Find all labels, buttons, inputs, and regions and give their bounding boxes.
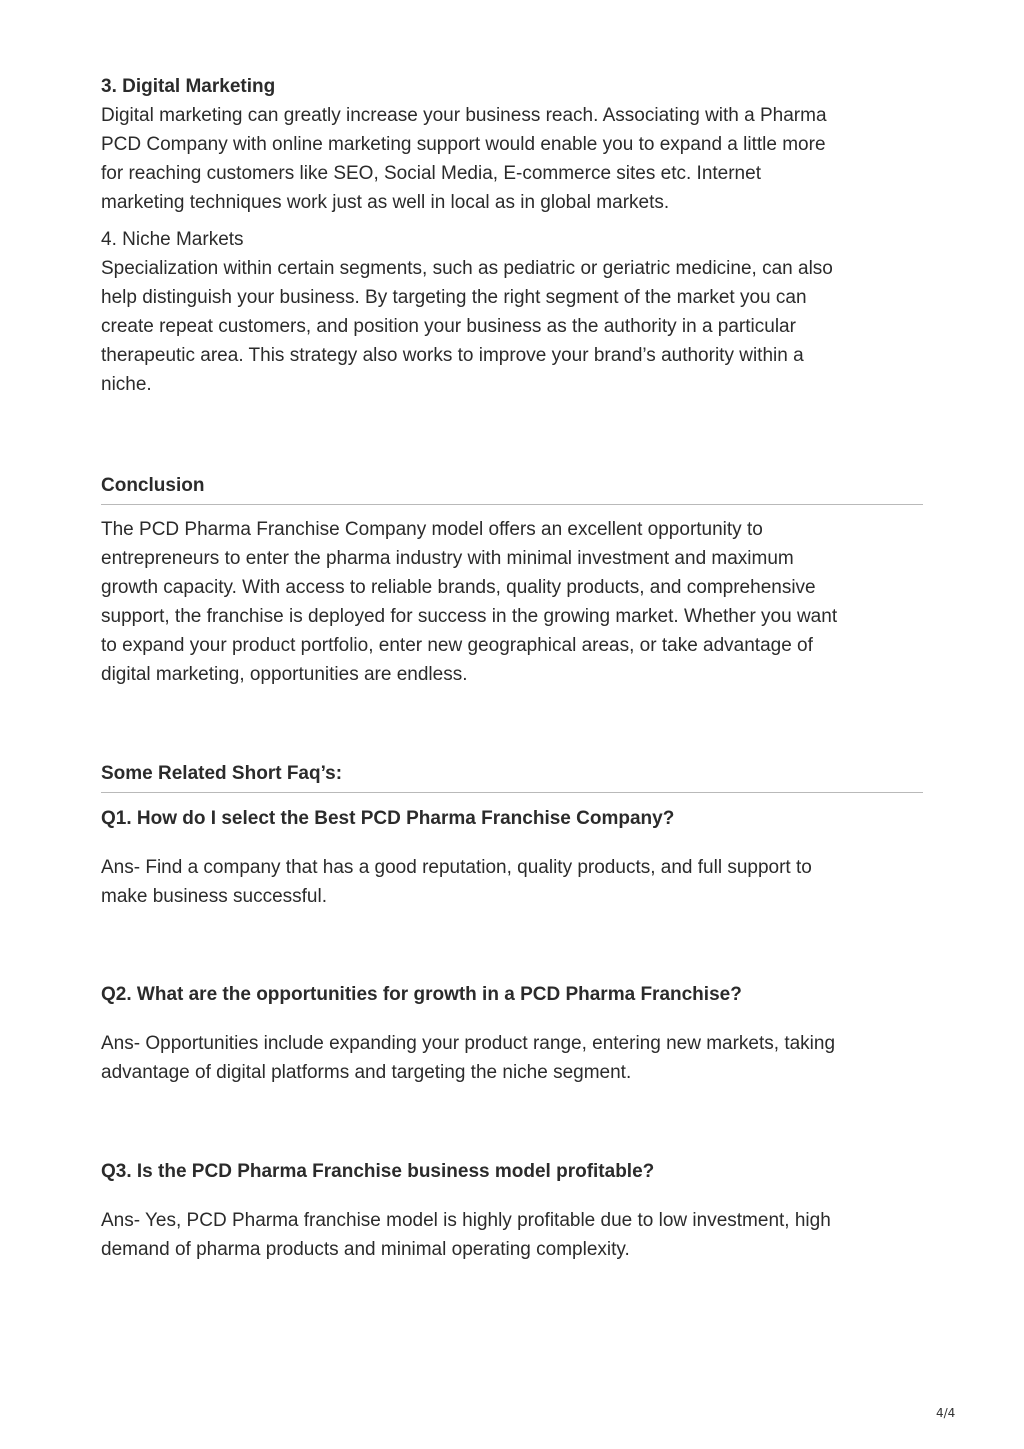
niche-markets-line: Specialization within certain segments, such as pediatric or geriatric medicine, can also xyxy=(101,258,833,279)
digital-marketing-line: marketing techniques work just as well in local as in global markets. xyxy=(101,192,670,213)
conclusion-line: growth capacity. With access to reliable brands, quality products, and comprehensive xyxy=(101,577,816,598)
niche-markets-line: therapeutic area. This strategy also works to improve your brand’s authority within a xyxy=(101,345,804,366)
conclusion-section xyxy=(101,471,923,689)
conclusion-line: support, the franchise is deployed for success in the growing market. Whether you want xyxy=(101,606,838,627)
faq-answer-line: advantage of digital platforms and targeting the niche segment. xyxy=(101,1062,632,1083)
conclusion-divider xyxy=(101,504,923,505)
faq-item xyxy=(101,980,923,1087)
digital-marketing-line: Digital marketing can greatly increase your business reach. Associating with a Pharma xyxy=(101,105,827,126)
faq-divider xyxy=(101,792,923,793)
faq-answer-line: make business successful. xyxy=(101,886,327,907)
faq-answer-line: Ans- Opportunities include expanding your product range, entering new markets, taking xyxy=(101,1033,836,1054)
faq-item xyxy=(101,1157,923,1264)
faq-heading: Some Related Short Faq’s: xyxy=(101,763,343,784)
faq-question: Q2. What are the opportunities for growth in a PCD Pharma Franchise? xyxy=(101,984,742,1005)
faq-answer-line: Ans- Yes, PCD Pharma franchise model is highly profitable due to low investment, high xyxy=(101,1210,831,1231)
conclusion-line: The PCD Pharma Franchise Company model offers an excellent opportunity to xyxy=(101,519,763,540)
niche-markets-section xyxy=(101,225,923,399)
faq-question: Q1. How do I select the Best PCD Pharma Franchise Company? xyxy=(101,808,675,829)
digital-marketing-line: for reaching customers like SEO, Social Media, E-commerce sites etc. Internet xyxy=(101,163,761,184)
niche-markets-line: help distinguish your business. By targeting the right segment of the market you can xyxy=(101,287,807,308)
conclusion-line: entrepreneurs to enter the pharma industry with minimal investment and maximum xyxy=(101,548,794,569)
document-page xyxy=(101,72,923,1264)
digital-marketing-section xyxy=(101,72,923,217)
faq-answer-line: demand of pharma products and minimal operating complexity. xyxy=(101,1239,630,1260)
faq-answer-line: Ans- Find a company that has a good reputation, quality products, and full support to xyxy=(101,857,812,878)
digital-marketing-heading: 3. Digital Marketing xyxy=(101,76,276,97)
niche-markets-heading: 4. Niche Markets xyxy=(101,229,244,250)
conclusion-line: to expand your product portfolio, enter new geographical areas, or take advantage of xyxy=(101,635,813,656)
faq-section xyxy=(101,759,923,1264)
faq-question: Q3. Is the PCD Pharma Franchise business model profitable? xyxy=(101,1161,655,1182)
page-number: 4/4 xyxy=(936,1406,956,1420)
conclusion-heading: Conclusion xyxy=(101,475,205,496)
digital-marketing-line: PCD Company with online marketing support would enable you to expand a little more xyxy=(101,134,826,155)
faq-item xyxy=(101,804,923,911)
niche-markets-line: niche. xyxy=(101,374,152,395)
niche-markets-line: create repeat customers, and position your business as the authority in a particular xyxy=(101,316,796,337)
conclusion-line: digital marketing, opportunities are endless. xyxy=(101,664,468,685)
